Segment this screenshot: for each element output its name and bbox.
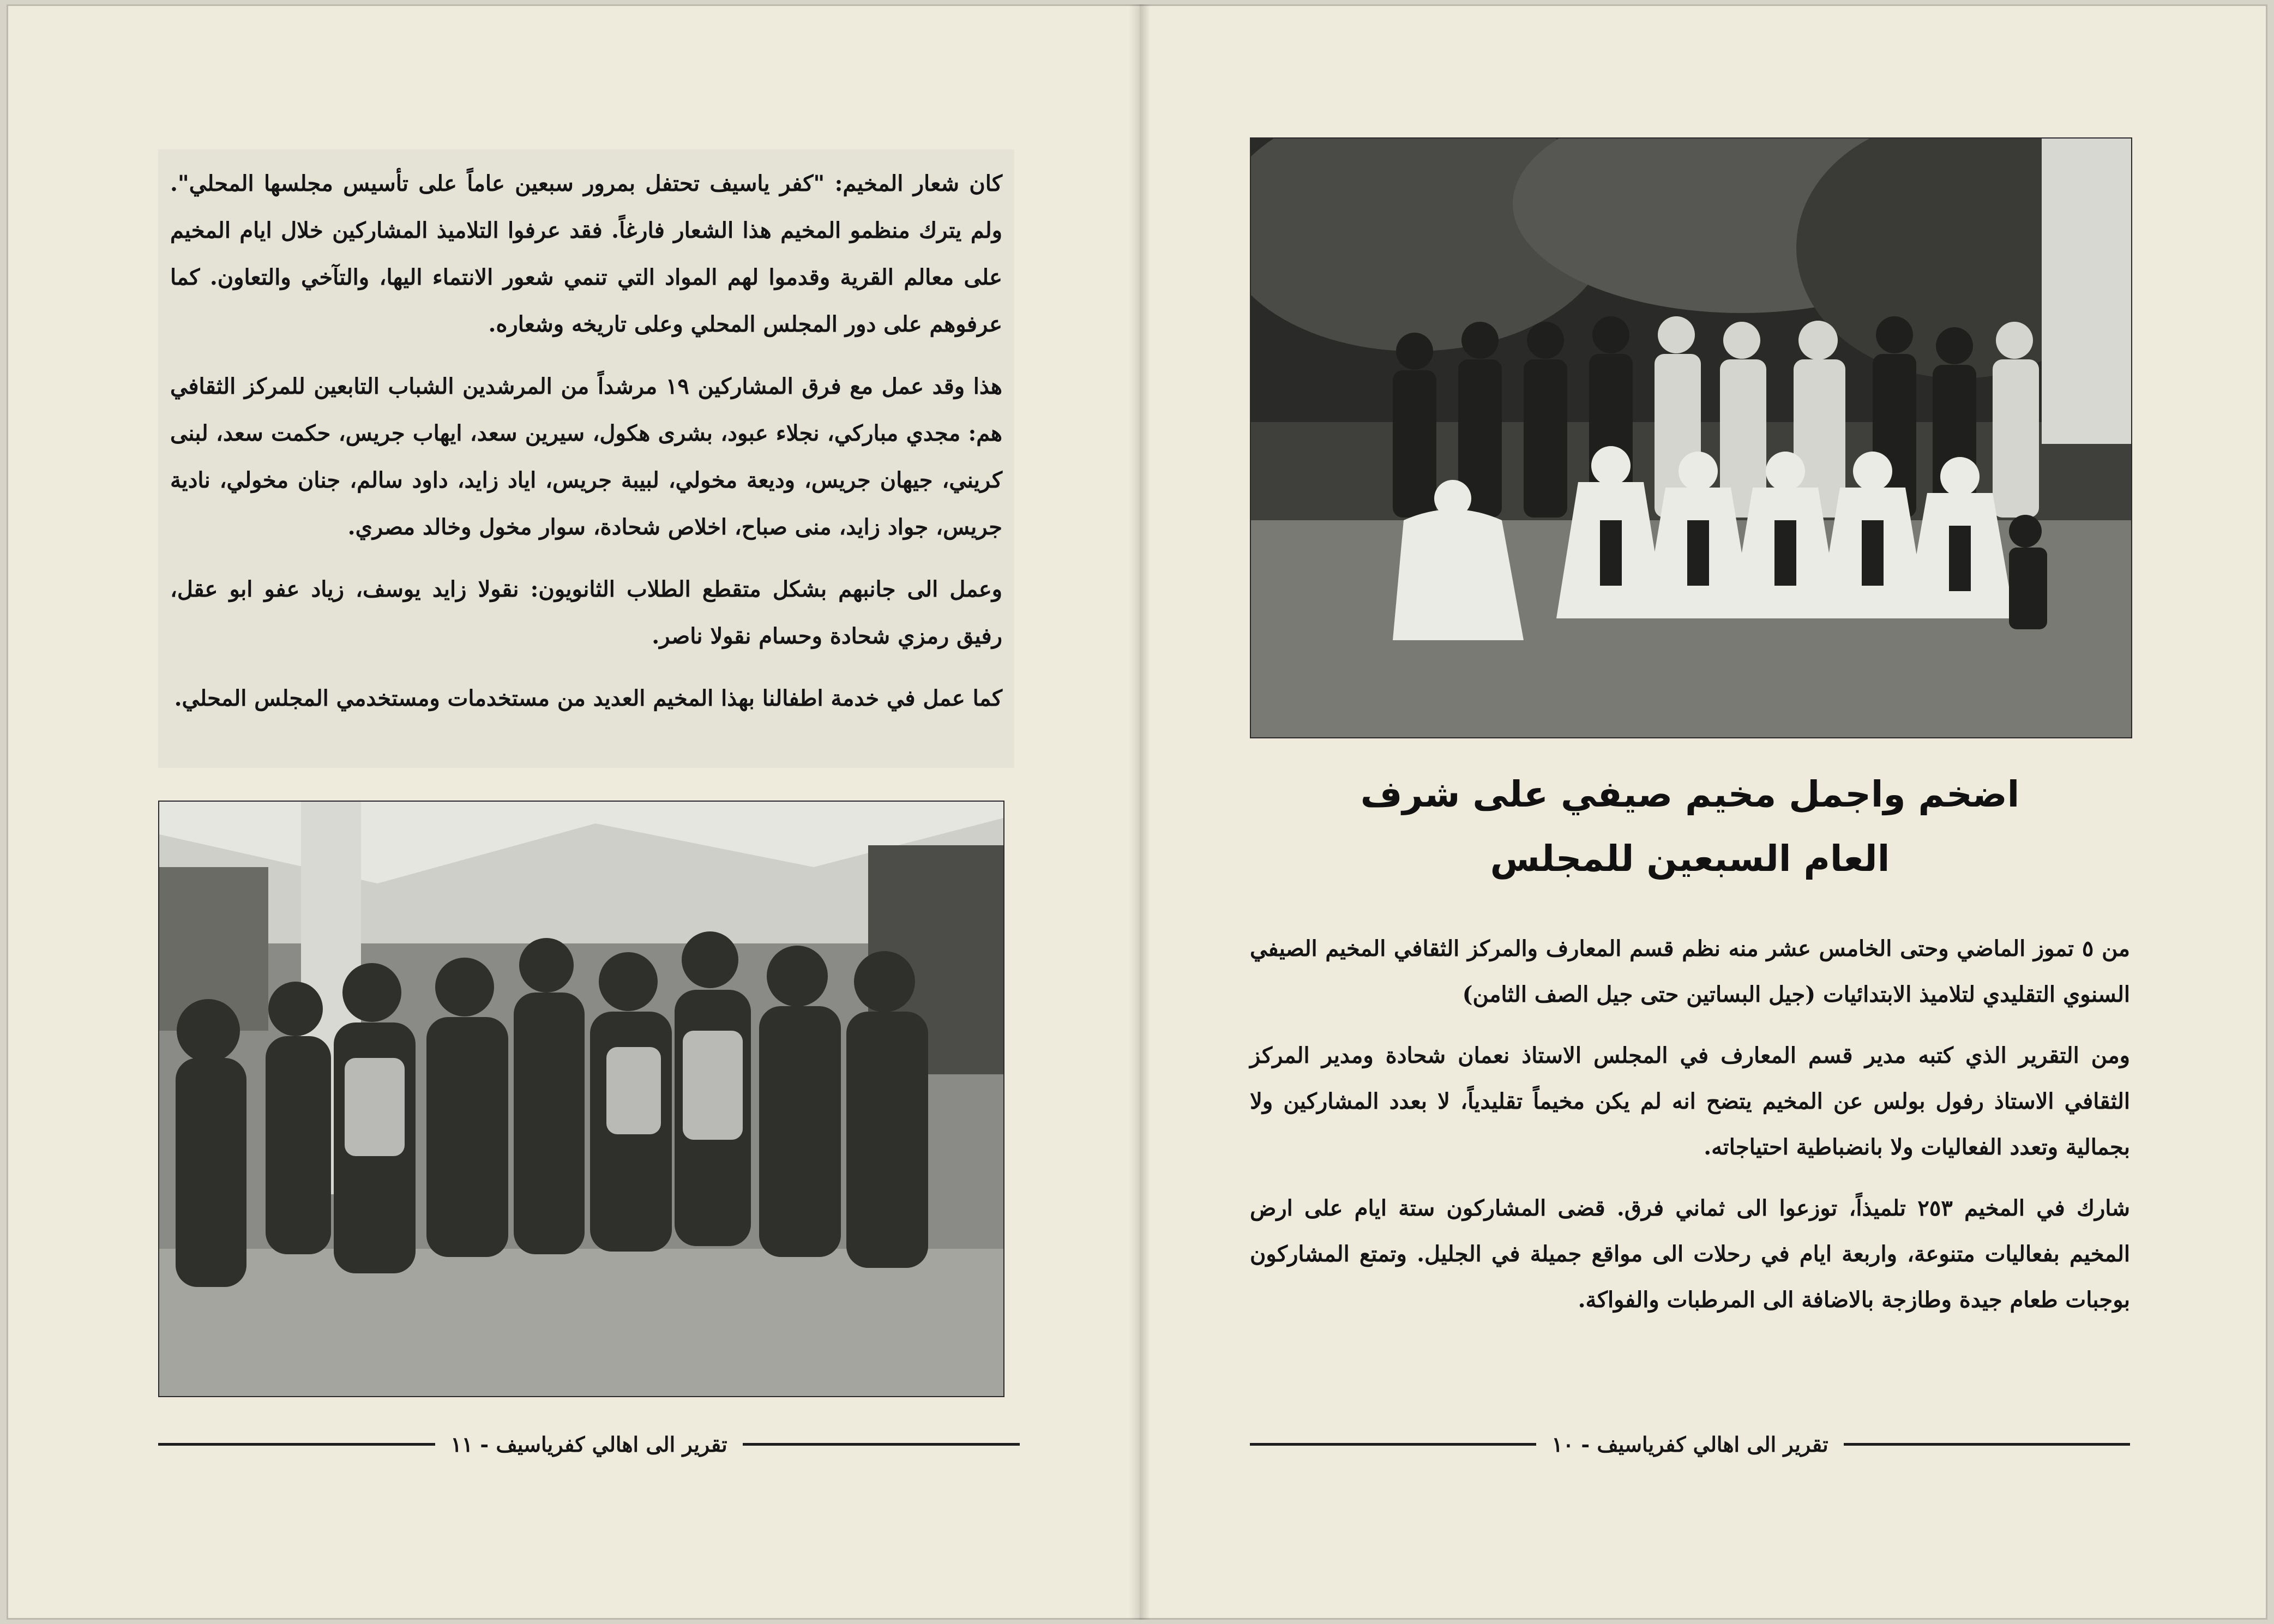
paragraph: وعمل الى جانبهم بشكل متقطع الطلاب الثانويون: نقولا زايد يوسف، زياد عفو ابو عقل، رفيق رمزي شحادة وحسام نقولا ناصر. xyxy=(170,576,1002,649)
photo-illustration xyxy=(159,802,1003,1396)
page-footer-10 xyxy=(1250,1428,2130,1460)
paragraph: ومن التقرير الذي كتبه مدير قسم المعارف في المجلس الاستاذ نعمان شحادة ومدير المركز الثقافي الاستاذ رفول بولس عن المخيم يتضح انه لم يكن مخيماً تقليدياً، لا بعدد المشاركين ولا بجمالية وتعدد الفعاليات ولا بانضباطية احتياجاته. xyxy=(1250,1043,2130,1160)
footer-label: تقرير الى اهالي كفرياسيف - ١٠ xyxy=(1551,1431,1828,1457)
right-page xyxy=(1151,4,2267,1620)
footer-rule xyxy=(743,1443,1020,1446)
photo-illustration xyxy=(1251,139,2131,737)
paragraph: هذا وقد عمل مع فرق المشاركين ١٩ مرشداً من المرشدين الشباب التابعين للمركز الثقافي هم: مجدي مباركي، نجلاء عبود، بشرى هكول، سيرين سعد، ايهاب جريس، حكمت سعد، لبنى كريني، جيهان جريس، وديعة مخولي، لبيبة جريس، اياد زايد، داود سالم، جنان مخولي، نادية جريس، جواد زايد، منى صباح، اخلاص شحادة، سوار مخول وخالد مصري. xyxy=(170,374,1003,540)
headline-line-2: العام السبعين للمجلس xyxy=(1490,838,1890,880)
footer-rule xyxy=(1250,1443,1536,1446)
left-page-text xyxy=(158,149,1014,768)
footer-rule xyxy=(1844,1443,2130,1446)
article-headline xyxy=(1250,762,2130,891)
page-footer-11 xyxy=(158,1428,1020,1460)
footer-rule xyxy=(158,1443,435,1446)
headline-line-1: اضخم واجمل مخيم صيفي على شرف xyxy=(1360,773,2020,815)
footer-label: تقرير الى اهالي كفرياسيف - ١١ xyxy=(450,1431,727,1457)
left-page xyxy=(7,4,1129,1620)
right-page-text xyxy=(1250,926,2130,1338)
book-gutter xyxy=(1129,4,1151,1620)
paragraph: من ٥ تموز الماضي وحتى الخامس عشر منه نظم قسم المعارف والمركز الثقافي المخيم الصيفي السنوي التقليدي لتلاميذ الابتدائيات (جيل البساتين حتى جيل الصف الثامن) xyxy=(1250,936,2130,1007)
paragraph: كان شعار المخيم: "كفر ياسيف تحتفل بمرور سبعين عاماً على تأسيس مجلسها المحلي". ولم يترك منظمو المخيم هذا الشعار فارغاً. فقد عرفوا التلاميذ المشاركين خلال ايام المخيم على معالم القرية وقدموا لهم المواد التي تنمي شعور الانتماء اليها، والتآخي والتعاون. كما عرفوهم على دور المجلس المحلي وعلى تاريخه وشعاره. xyxy=(170,171,1003,337)
paragraph: كما عمل في خدمة اطفالنا بهذا المخيم العديد من مستخدمات ومستخدمي المجلس المحلي. xyxy=(174,685,1002,711)
paragraph: شارك في المخيم ٢٥٣ تلميذاً، توزعوا الى ثماني فرق. قضى المشاركون ستة ايام على ارض المخيم بفعاليات متنوعة، واربعة ايام في رحلات الى مواقع جميلة في الجليل. وتمتع المشاركون بوجبات طعام جيدة وطازجة بالاضافة الى المرطبات والفواكة. xyxy=(1250,1195,2130,1313)
booklet-spread xyxy=(7,4,2267,1620)
group-photo-seated-women xyxy=(158,801,1004,1397)
group-photo-camp-counselors xyxy=(1250,137,2132,738)
